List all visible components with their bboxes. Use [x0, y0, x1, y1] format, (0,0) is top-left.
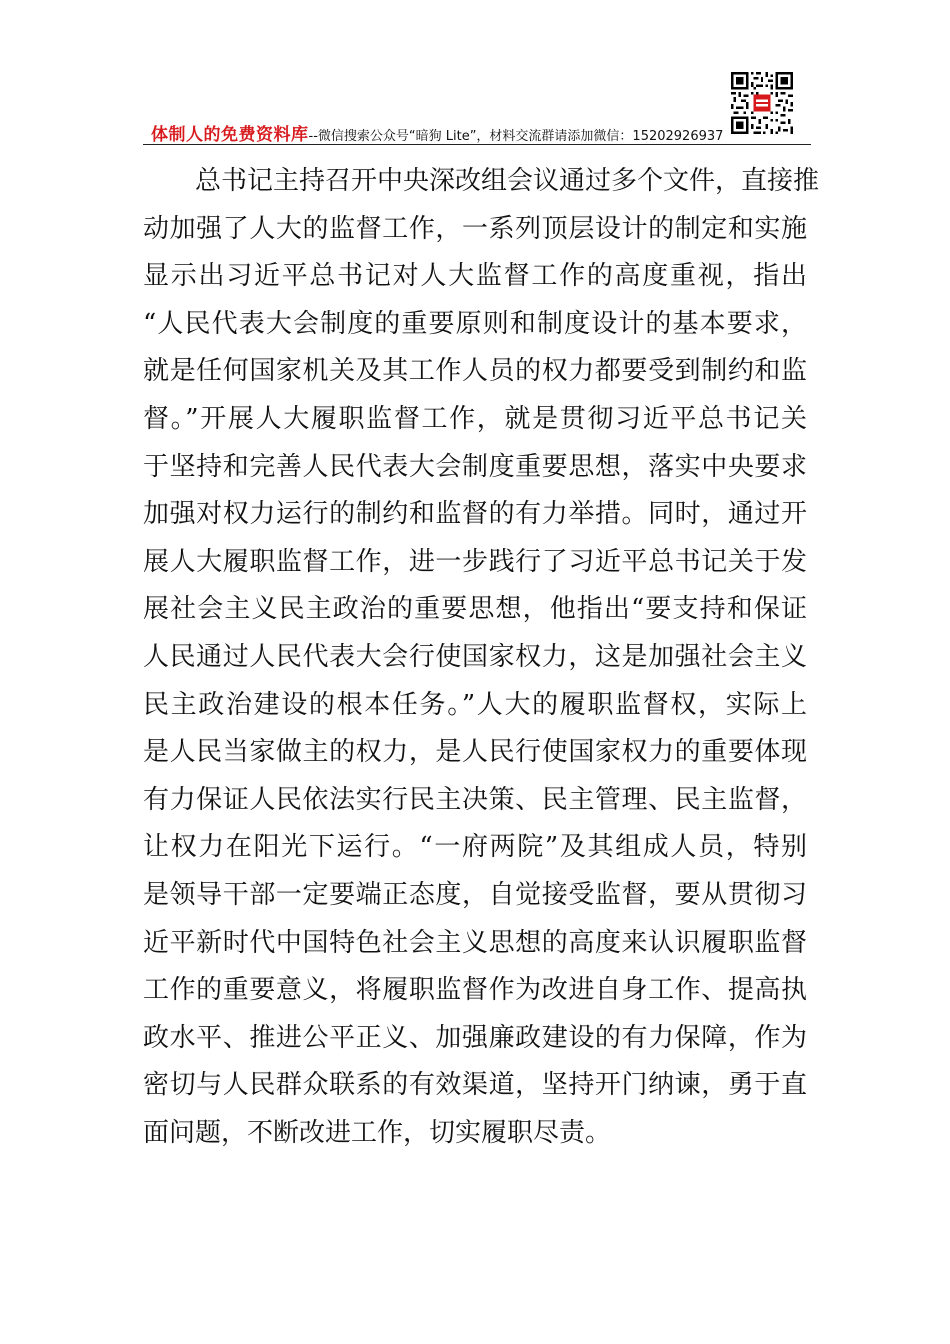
- paragraph-line: 总书记主持召开中央深改组会议通过多个文件，直接推: [143, 166, 820, 196]
- paragraph-line: 政水平、推进公平正义、加强廉政建设的有力保障，作为: [143, 1022, 807, 1053]
- header-banner: [151, 120, 723, 145]
- paragraph-line: 让权力在阳光下运行。“一府两院”及其组成人员，特别: [143, 832, 807, 863]
- qr-code-icon: [731, 72, 793, 134]
- paragraph-line: 近平新时代中国特色社会主义思想的高度来认识履职监督: [143, 927, 807, 958]
- brand-title: 体制人的免费资料库: [151, 125, 309, 145]
- paragraph-line: 是人民当家做主的权力，是人民行使国家权力的重要体现: [143, 737, 807, 768]
- paragraph-line: 密切与人民群众联系的有效渠道，坚持开门纳谏，勇于直: [143, 1070, 807, 1101]
- paragraph-line: 有力保证人民依法实行民主决策、民主管理、民主监督，: [143, 784, 807, 815]
- article-body: [143, 158, 820, 1157]
- paragraph-line: “人民代表大会制度的重要原则和制度设计的基本要求，: [143, 308, 807, 339]
- paragraph-line: 是领导干部一定要端正态度，自觉接受监督，要从贯彻习: [143, 879, 807, 910]
- header-notice: --微信搜索公众号“暗狗 Lite”，材料交流群请添加微信：15202926937: [308, 129, 724, 144]
- page-header: [143, 70, 811, 146]
- paragraph-line: 显示出习近平总书记对人大监督工作的高度重视，指出: [143, 261, 807, 292]
- paragraph-line: 就是任何国家机关及其工作人员的权力都要受到制约和监: [143, 356, 807, 387]
- paragraph-line: 加强对权力运行的制约和监督的有力举措。同时，通过开: [143, 499, 807, 530]
- paragraph-line-last: 面问题，不断改进工作，切实履职尽责。: [143, 1117, 612, 1148]
- paragraph-line: 动加强了人大的监督工作，一系列顶层设计的制定和实施: [143, 213, 807, 244]
- header-divider: [143, 144, 811, 145]
- paragraph-line: 展社会主义民主政治的重要思想，他指出“要支持和保证: [143, 594, 807, 625]
- paragraph-line: 督。”开展人大履职监督工作，就是贯彻习近平总书记关: [143, 403, 807, 434]
- paragraph-line: 人民通过人民代表大会行使国家权力，这是加强社会主义: [143, 641, 807, 672]
- paragraph-line: 于坚持和完善人民代表大会制度重要思想，落实中央要求: [143, 451, 807, 482]
- paragraph-line: 民主政治建设的根本任务。”人大的履职监督权，实际上: [143, 689, 807, 720]
- paragraph-line: 展人大履职监督工作，进一步践行了习近平总书记关于发: [143, 546, 807, 577]
- paragraph-line: 工作的重要意义，将履职监督作为改进自身工作、提高执: [143, 975, 807, 1006]
